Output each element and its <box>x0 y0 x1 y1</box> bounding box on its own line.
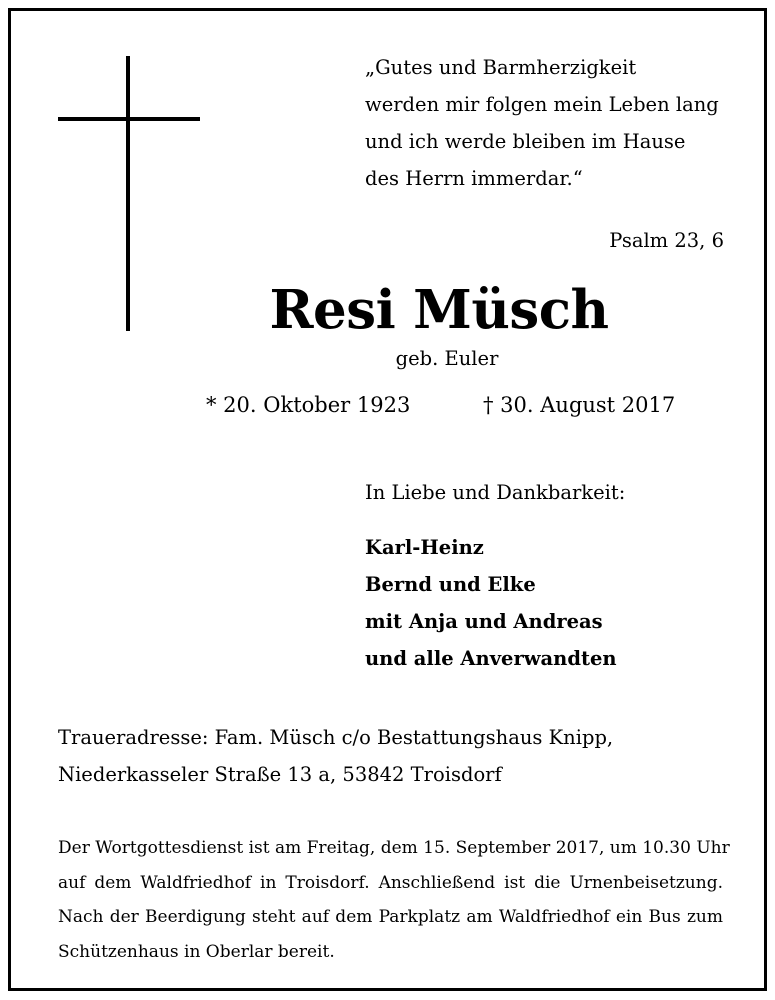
obituary-frame <box>8 8 767 991</box>
mourning-address <box>58 719 613 793</box>
psalm-quote <box>365 49 719 197</box>
quote-line: des Herrn immerdar.“ <box>365 167 583 190</box>
mourner-name: und alle Anverwandten <box>365 647 617 670</box>
mourners-list <box>365 529 617 677</box>
notice-line: Nach der Beerdigung steht auf dem Parkplatz am Waldfriedhof ein Bus zum <box>58 907 723 927</box>
mourner-name: Bernd und Elke <box>365 573 536 596</box>
deceased-name: Resi Müsch <box>269 279 609 341</box>
address-line: Niederkasseler Straße 13 a, 53842 Troisdorf <box>58 763 502 786</box>
notice-line: Der Wortgottesdienst ist am Freitag, dem 15. September 2017, um 10.30 Uhr <box>58 838 730 858</box>
mourner-name: mit Anja und Andreas <box>365 610 603 633</box>
mourner-name: Karl-Heinz <box>365 536 484 559</box>
cross-icon-bar <box>58 117 200 121</box>
quote-line: „Gutes und Barmherzigkeit <box>365 56 637 79</box>
quote-line: und ich werde bleiben im Hause <box>365 130 686 153</box>
service-notice <box>58 831 730 969</box>
birth-date: * 20. Oktober 1923 <box>206 393 411 417</box>
maiden-name: geb. Euler <box>395 347 499 370</box>
death-date: † 30. August 2017 <box>483 393 676 417</box>
quote-line: werden mir folgen mein Leben lang <box>365 93 719 116</box>
notice-line: Schützenhaus in Oberlar bereit. <box>58 941 335 962</box>
quote-source: Psalm 23, 6 <box>609 229 724 252</box>
address-line: Traueradresse: Fam. Müsch c/o Bestattungshaus Knipp, <box>58 726 614 749</box>
mourners-intro: In Liebe und Dankbarkeit: <box>365 481 626 504</box>
notice-line: auf dem Waldfriedhof in Troisdorf. Anschließend ist die Urnenbeisetzung. <box>58 872 723 893</box>
